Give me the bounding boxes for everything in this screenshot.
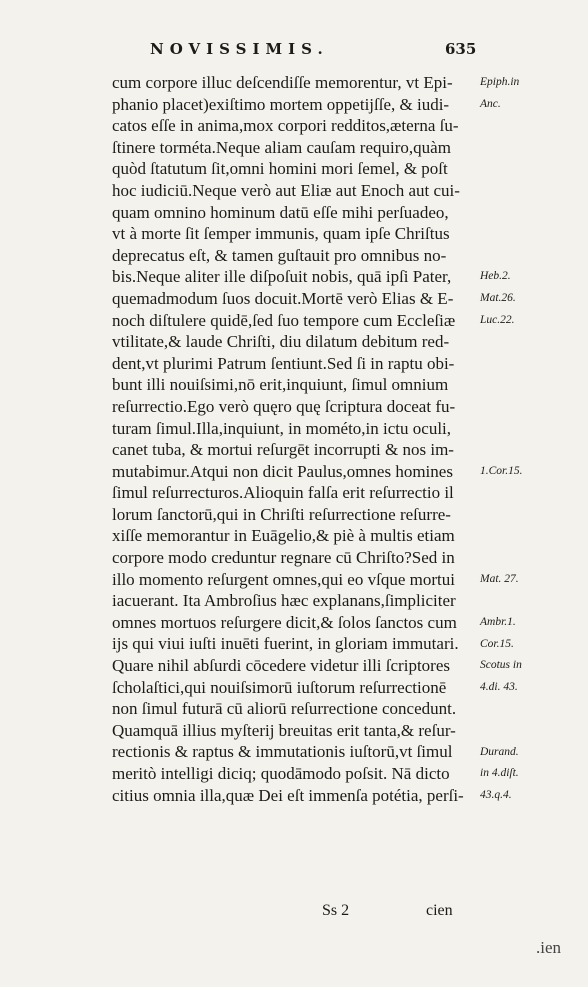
text-line: quemadmodum ſuos docuit.Mortē verò Elias & E- bbox=[112, 288, 454, 308]
marginal-note: Mat. 27. bbox=[480, 572, 519, 585]
marginal-note: Cor.15. bbox=[480, 637, 514, 650]
marginal-note: 1.Cor.15. bbox=[480, 464, 523, 477]
marginal-note: Mat.26. bbox=[480, 292, 516, 304]
text-line: vt à morte ſit ſemper immunis, quam ipſe Chriſtus bbox=[112, 224, 450, 244]
text-line: illo momento reſurgent omnes,qui eo vſque mortui bbox=[112, 569, 455, 589]
marginal-note: Epiph.in bbox=[480, 76, 520, 88]
text-line: catos eſſe in anima,mox corpori redditos,æterna ſu- bbox=[112, 116, 459, 136]
text-line: vtilitate,& laude Chriſti, diu dilatum debitum red- bbox=[112, 332, 450, 352]
catchword: cien bbox=[426, 902, 453, 919]
text-line: lorum ſanctorū,qui in Chriſti reſurrectione reſurre- bbox=[112, 504, 451, 524]
marginal-note: Anc. bbox=[480, 97, 501, 110]
text-line: ſcholaſtici,qui nouiſsimorū iuſtorum reſurrectionē bbox=[112, 677, 447, 697]
text-line: ijs qui viui iuſti inuēti fuerint, in gloriam immutari. bbox=[112, 634, 459, 654]
text-line: Quamquā illius myſterij breuitas erit tanta,& reſur- bbox=[112, 720, 456, 740]
text-line: non ſimul futurā cū aliorū reſurrectione concedunt. bbox=[112, 699, 457, 719]
text-line: meritò intelligi diciq; quodāmodo poſsit. Nā dicto bbox=[112, 764, 450, 783]
text-line: cum corpore illuc deſcendiſſe memorentur, vt Epi- bbox=[112, 73, 453, 92]
text-line: reſurrectio.Ego verò quęro quę ſcriptura doceat fu- bbox=[112, 396, 456, 416]
marginal-note: Scotus in bbox=[480, 659, 522, 672]
marginal-note: 43.q.4. bbox=[480, 788, 512, 801]
marginal-note: in 4.diſt. bbox=[480, 767, 519, 780]
running-head: NOVISSIMIS. bbox=[150, 40, 329, 58]
marginal-note: Luc.22. bbox=[480, 313, 515, 326]
text-line: rectionis & raptus & immutationis iuſtorū,vt ſimul bbox=[112, 742, 453, 762]
text-line: phanio placet)exiſtimo mortem oppetijſſe, & iudi- bbox=[112, 94, 450, 114]
page-footer bbox=[0, 902, 588, 942]
text-line: quam omnino hominum datū eſſe mihi perſuadeo, bbox=[112, 202, 449, 222]
text-line: omnes mortuos reſurgere dicit,& ſolos ſanctos cum bbox=[112, 612, 457, 632]
text-line: citius omnia illa,quæ Dei eſt immenſa potétia, perſi- bbox=[112, 785, 464, 805]
marginal-note: Durand. bbox=[480, 745, 519, 758]
text-line: canet tuba, & mortui reſurgēt incorrupti & nos im- bbox=[112, 440, 454, 460]
text-line: turam ſimul.Illa,inquiunt, in mométo,in ictu oculi, bbox=[112, 418, 452, 438]
text-line: bunt illi nouiſsimi,nō erit,inquiunt, ſimul omnium bbox=[112, 375, 449, 395]
text-line: corpore modo creduntur regnare cū Chriſto?Sed in bbox=[112, 548, 455, 568]
text-line: ſtinere torméta.Neque aliam cauſam requiro,quàm bbox=[112, 137, 451, 157]
text-line: deprecatus eſt, & tamen guſtauit pro omnibus no- bbox=[112, 245, 447, 265]
text-line: Quare nihil abſurdi cōcedere videtur illi ſcriptores bbox=[112, 656, 450, 676]
marginal-note: Heb.2. bbox=[480, 270, 511, 283]
text-line: ſimul reſurrecturos.Alioquin falſa erit reſurrectio il bbox=[112, 483, 454, 503]
bleed-through-text: .ien bbox=[536, 938, 562, 957]
signature-mark: Ss 2 bbox=[322, 902, 350, 919]
page-header bbox=[0, 40, 588, 70]
text-line: iacuerant. Ita Ambroſius hæc explanans,ſimpliciter bbox=[112, 591, 456, 611]
text-line: quòd ſtatutum ſit,omni homini mori ſemel, & poſt bbox=[112, 159, 448, 179]
text-line: noch diſtulere quidē,ſed ſuo tempore cum Eccleſiæ bbox=[112, 310, 456, 330]
page-number: 635 bbox=[445, 40, 477, 58]
text-line: hoc iudiciū.Neque verò aut Eliæ aut Enoch aut cui- bbox=[112, 180, 460, 200]
main-text-block bbox=[112, 72, 474, 806]
text-line: dent,vt plurimi Patrum ſentiunt.Sed ſi in raptu obi- bbox=[112, 353, 455, 373]
text-line: xiſſe memorantur in Euāgelio,& piè à multis etiam bbox=[112, 526, 455, 546]
text-line: bis.Neque aliter ille diſpoſuit nobis, quā ipſi Pater, bbox=[112, 267, 452, 287]
marginal-note: Ambr.1. bbox=[480, 616, 516, 628]
text-line: mutabimur.Atqui non dicit Paulus,omnes homines bbox=[112, 461, 453, 481]
marginal-note: 4.di. 43. bbox=[480, 680, 518, 693]
